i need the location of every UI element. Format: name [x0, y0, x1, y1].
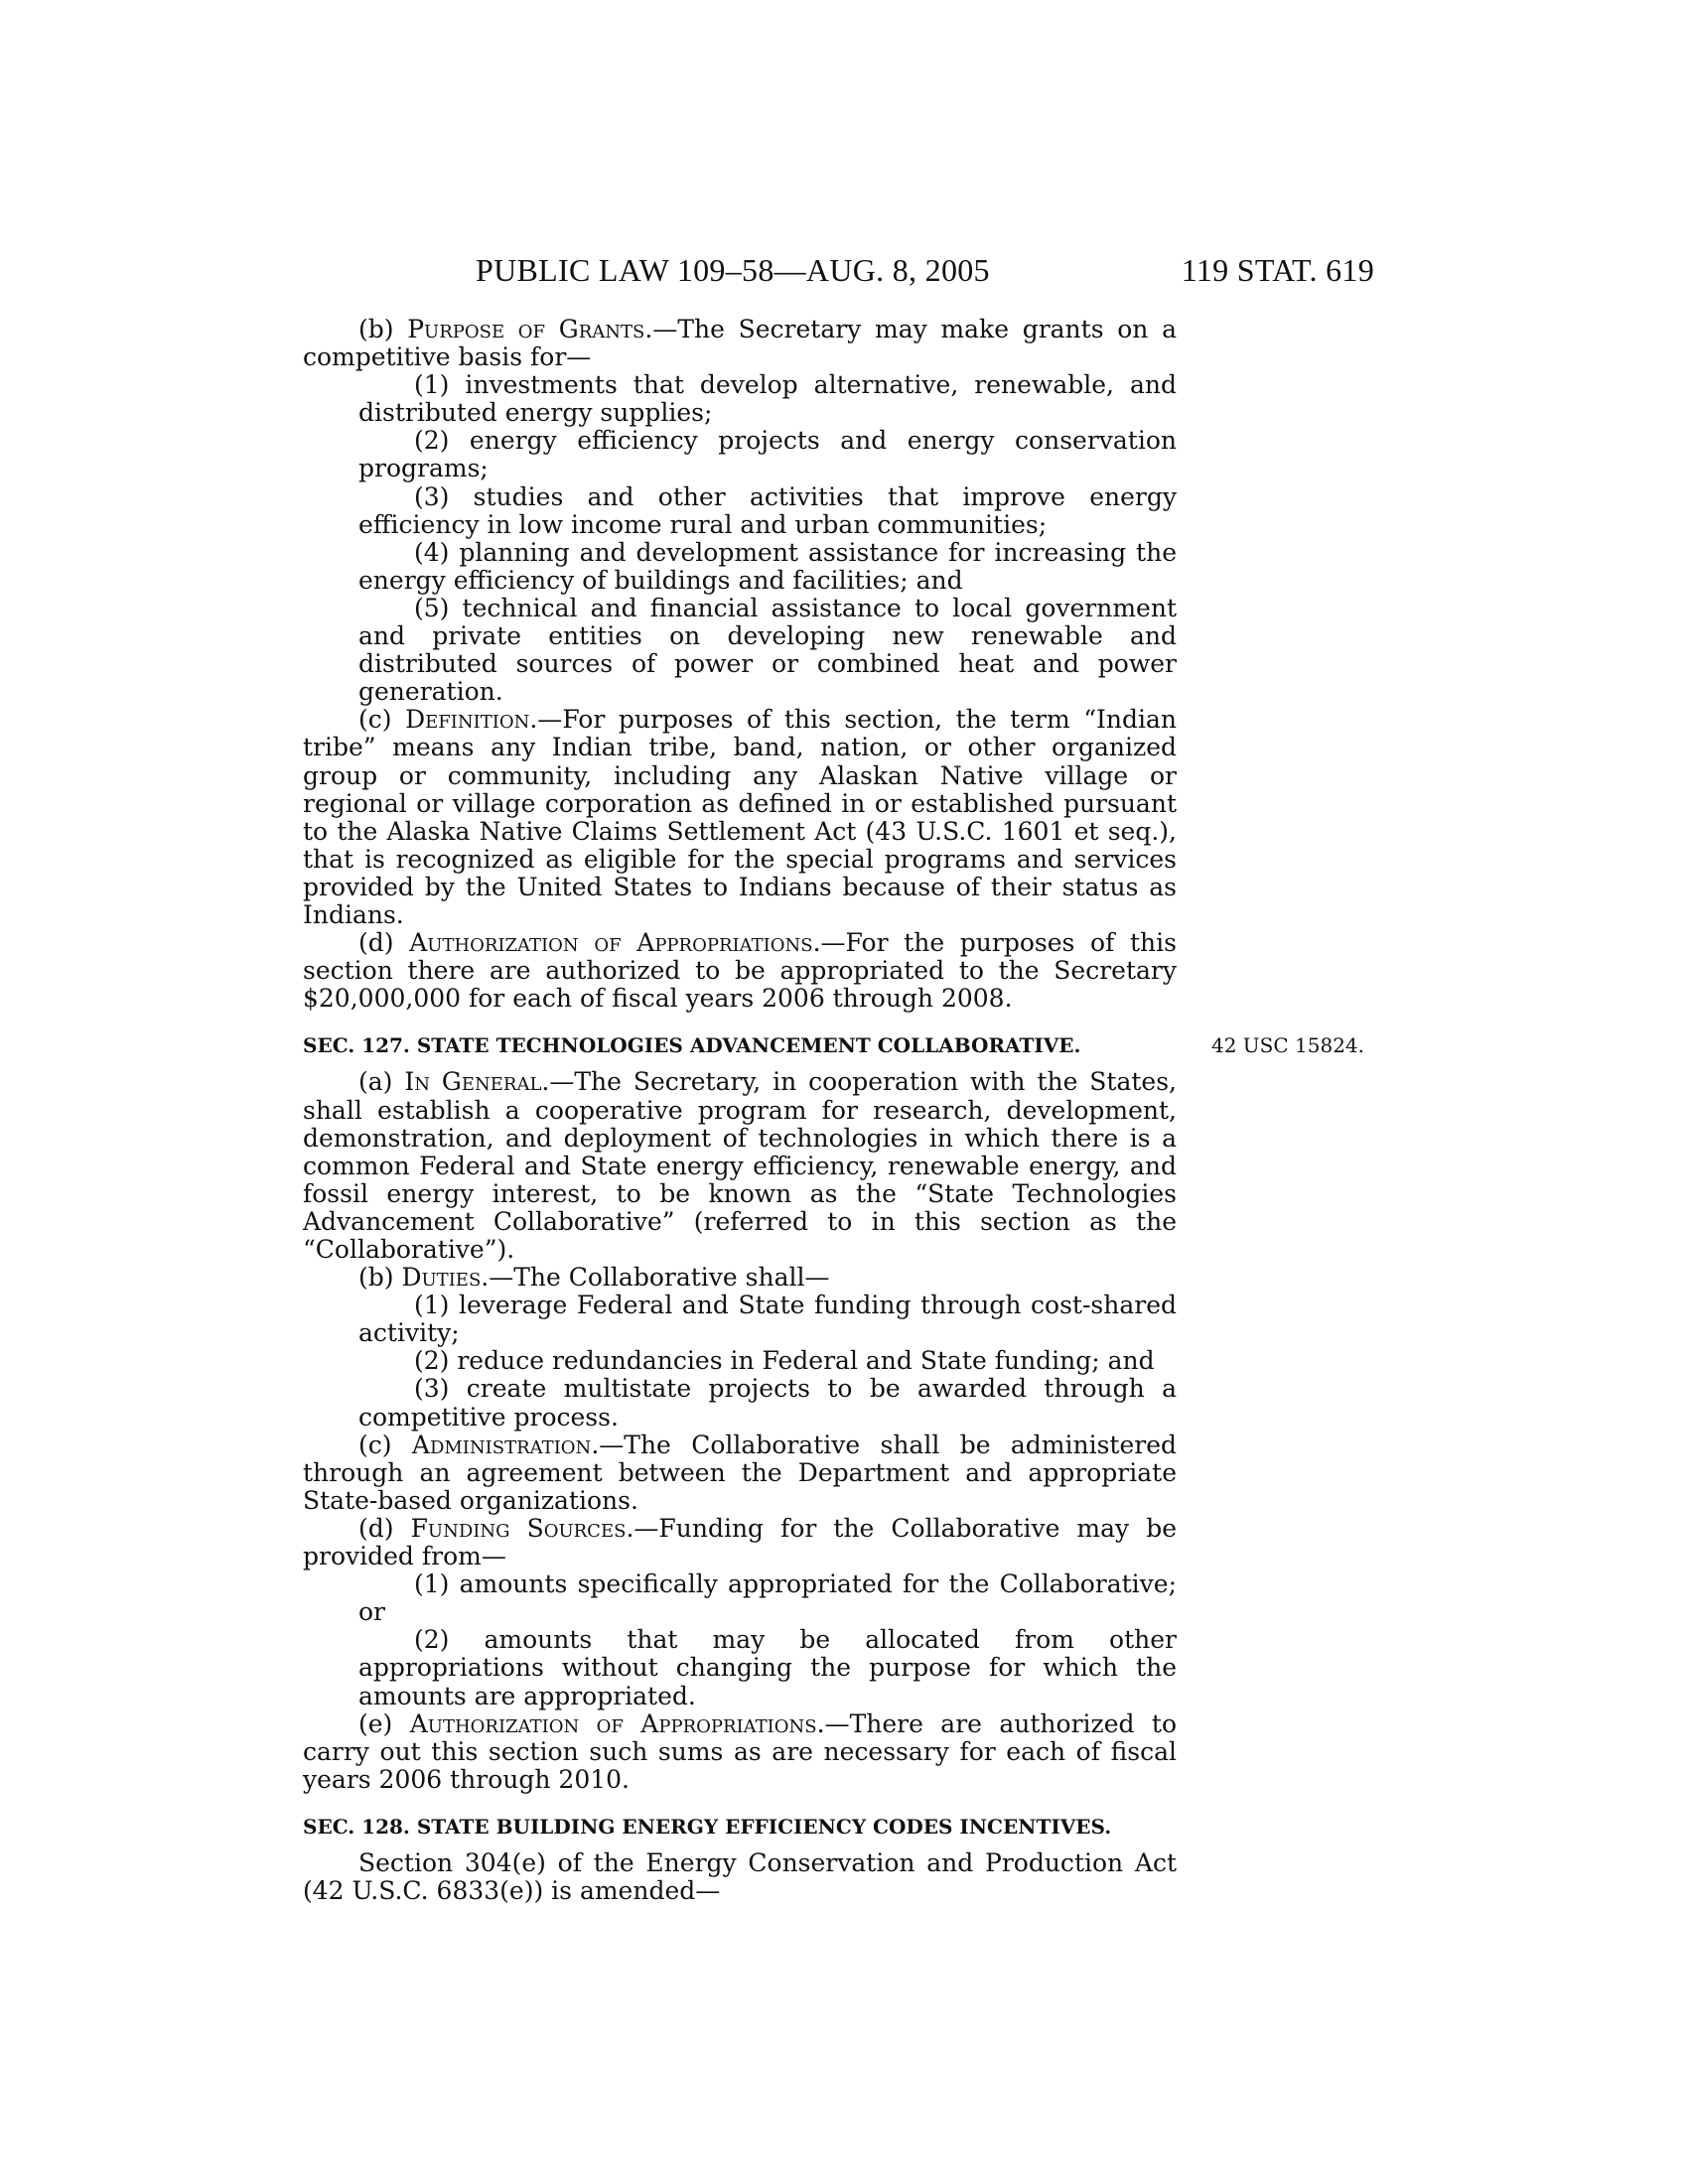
subsection-d-authorization: (d) Authorization of Appropriations.—For the purposes of this section there are authorized to be appropriated to the Secretary $20,000,000 for each of fiscal years 2006 through 2008. [303, 928, 1177, 1014]
subsection-e-authorization: (e) Authorization of Appropriations.—There are authorized to carry out this section such sums as are necessary for each of fiscal years 2006 through 2010. [303, 1708, 1177, 1794]
paragraph-item: (3) studies and other activities that improve energy efficiency in low income rural and urban communities; [358, 481, 1177, 539]
subsection-heading: Authorization of Appropriations [409, 1708, 817, 1738]
subsection-heading: Administration [411, 1430, 592, 1459]
subsection-heading: In General [404, 1067, 542, 1097]
subsection-heading: Definition [405, 705, 530, 735]
section-127-heading: SEC. 127. STATE TECHNOLOGIES ADVANCEMENT COLLABORATIVE. [303, 1033, 1081, 1058]
paragraph-item: (2) energy efficiency projects and energy conservation programs; [358, 426, 1177, 483]
subsection-heading: Authorization of Appropriations [409, 928, 813, 958]
paragraph-item: (1) amounts specifically appropriated for the Collaborative; or [358, 1570, 1177, 1627]
section-128-text: Section 304(e) of the Energy Conservation and Production Act (42 U.S.C. 6833(e)) is amended— [303, 1847, 1177, 1906]
subsection-a-in-general: (a) In General.—The Secretary, in cooperation with the States, shall establish a cooperative program for research, development, demonstration, and deployment of technologies in which there is a common Federal and State energy efficiency, renewable energy, and fossil energy interest, to be known as the “State Technologies Advancement Collaborative” (referred to in this section as the “Collaborative”). [303, 1067, 1177, 1264]
section-128-heading: SEC. 128. STATE BUILDING ENERGY EFFICIENCY CODES INCENTIVES. [303, 1814, 1112, 1839]
subsection-b-duties: (b) Duties.—The Collaborative shall— [358, 1263, 830, 1293]
paragraph-item: (2) reduce redundancies in Federal and State funding; and [414, 1346, 1155, 1376]
page-number: 119 STAT. 619 [1181, 252, 1374, 288]
subsection-heading: Purpose of Grants [407, 315, 645, 343]
statute-text [303, 316, 1177, 1905]
paragraph-item: (1) investments that develop alternative, renewable, and distributed energy supplies; [358, 370, 1177, 428]
page-header-title: PUBLIC LAW 109–58—AUG. 8, 2005 [476, 252, 990, 288]
subsection-d-funding-sources: (d) Funding Sources.—Funding for the Collaborative may be provided from— [303, 1513, 1178, 1571]
subsection-heading: Duties [401, 1263, 482, 1293]
subsection-heading: Funding Sources [410, 1513, 627, 1543]
subsection-c-administration: (c) Administration.—The Collaborative shall be administered through an agreement between the Department and appropriate State-based organizations. [303, 1430, 1177, 1515]
paragraph-item: (4) planning and development assistance for increasing the energy efficiency of buildings and facilities; and [358, 537, 1177, 595]
subsection-b-purpose-of-grants: (b) Purpose of Grants.—The Secretary may make grants on a competitive basis for— [303, 315, 1177, 372]
connector-word: or [358, 1597, 386, 1627]
margin-note-usc-citation: 42 USC 15824. [1211, 1033, 1365, 1058]
subsection-c-definition: (c) Definition.—For purposes of this section, the term “Indian tribe” means any Indian tribe, band, nation, or other organized group or community, including any Alaskan Native village or regional or village corporation as defined in or established pursuant to the Alaska Native Claims Settlement Act (43 U.S.C. 1601 et seq.), that is recognized as eligible for the special programs and services provided by the United States to Indians because of their status as Indians. [303, 705, 1177, 929]
paragraph-item: (5) technical and financial assistance to local government and private entities on developing new renewable and distributed sources of power or combined heat and power generation. [358, 593, 1177, 707]
paragraph-item: (1) leverage Federal and State funding through cost-shared activity; [358, 1291, 1177, 1348]
paragraph-item: (2) amounts that may be allocated from other appropriations without changing the purpose for which the amounts are appropriated. [358, 1625, 1177, 1710]
paragraph-item: (3) create multistate projects to be awarded through a competitive process. [358, 1374, 1177, 1432]
